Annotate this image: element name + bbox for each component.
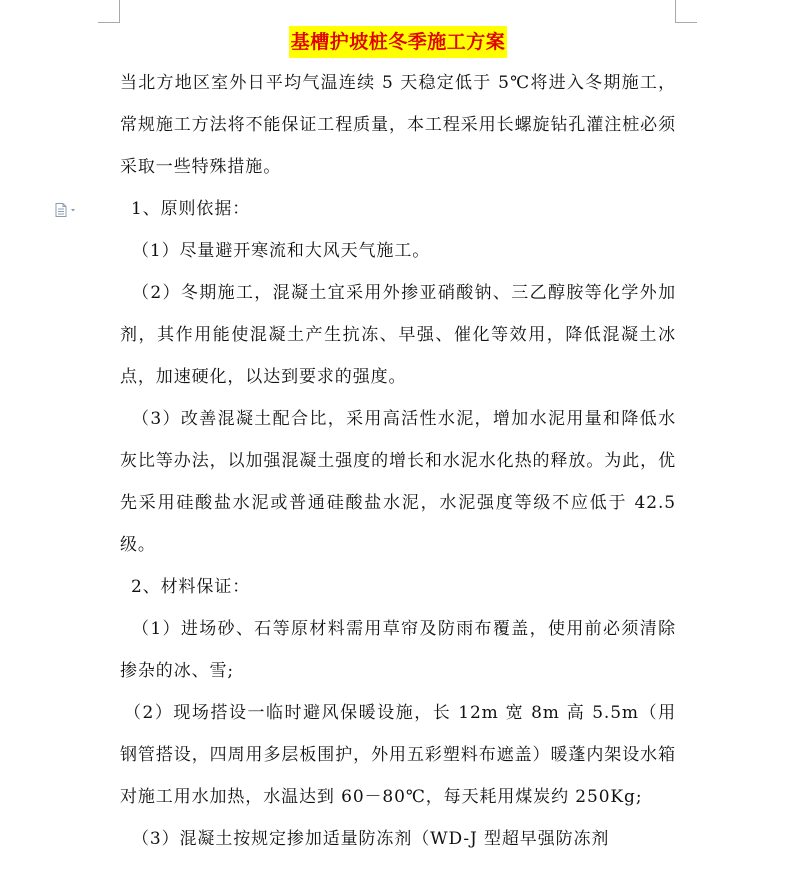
crop-mark-top-right-vertical bbox=[675, 0, 676, 22]
principle-item-3: （3）改善混凝土配合比，采用高活性水泥，增加水泥用量和降低水灰比等办法，以加强混凝土强度的增长和水泥水化热的释放。为此，优先采用硅酸盐水泥或普通硅酸盐水泥，水泥强度等级不应低于 42.5 级。 bbox=[120, 409, 676, 555]
principle-item-1: （1）尽量避开寒流和大风天气施工。 bbox=[132, 241, 431, 261]
section-heading-principles: 1、原则依据： bbox=[131, 199, 251, 219]
principle-item-2: （2）冬期施工，混凝土宜采用外掺亚硝酸钠、三乙醇胺等化学外加剂，其作用能使混凝土产生抗冻、早强、催化等效用，降低混凝土冰点，加速硬化，以达到要求的强度。 bbox=[120, 283, 676, 387]
section-heading-materials: 2、材料保证： bbox=[131, 577, 251, 597]
material-item-2: （2）现场搭设一临时避风保暖设施，长 12m 宽 8m 高 5.5m（用钢管搭设，四周用多层板围护，外用五彩塑料布遮盖）暖蓬内架设水箱对施工用水加热，水温达到 60－80℃，每天耗用煤炭约 250Kg; bbox=[120, 703, 676, 807]
material-item-3: （3）混凝土按规定掺加适量防冻剂（WD-J 型超早强防冻剂 bbox=[132, 829, 610, 849]
document-icon[interactable] bbox=[55, 203, 79, 217]
document-title: 基槽护坡桩冬季施工方案 bbox=[289, 26, 508, 58]
crop-mark-top-left-vertical bbox=[119, 0, 120, 22]
crop-mark-top-right-horizontal bbox=[675, 22, 697, 23]
title-line bbox=[120, 26, 676, 62]
material-item-1: （1）进场砂、石等原材料需用草帘及防雨布覆盖，使用前必须清除掺杂的冰、雪; bbox=[120, 619, 676, 681]
crop-mark-top-left-horizontal bbox=[98, 22, 120, 23]
document-body bbox=[120, 26, 676, 860]
intro-paragraph: 当北方地区室外日平均气温连续 5 天稳定低于 5℃将进入冬期施工，常规施工方法将不能保证工程质量，本工程采用长螺旋钻孔灌注桩必须采取一些特殊措施。 bbox=[120, 73, 676, 177]
